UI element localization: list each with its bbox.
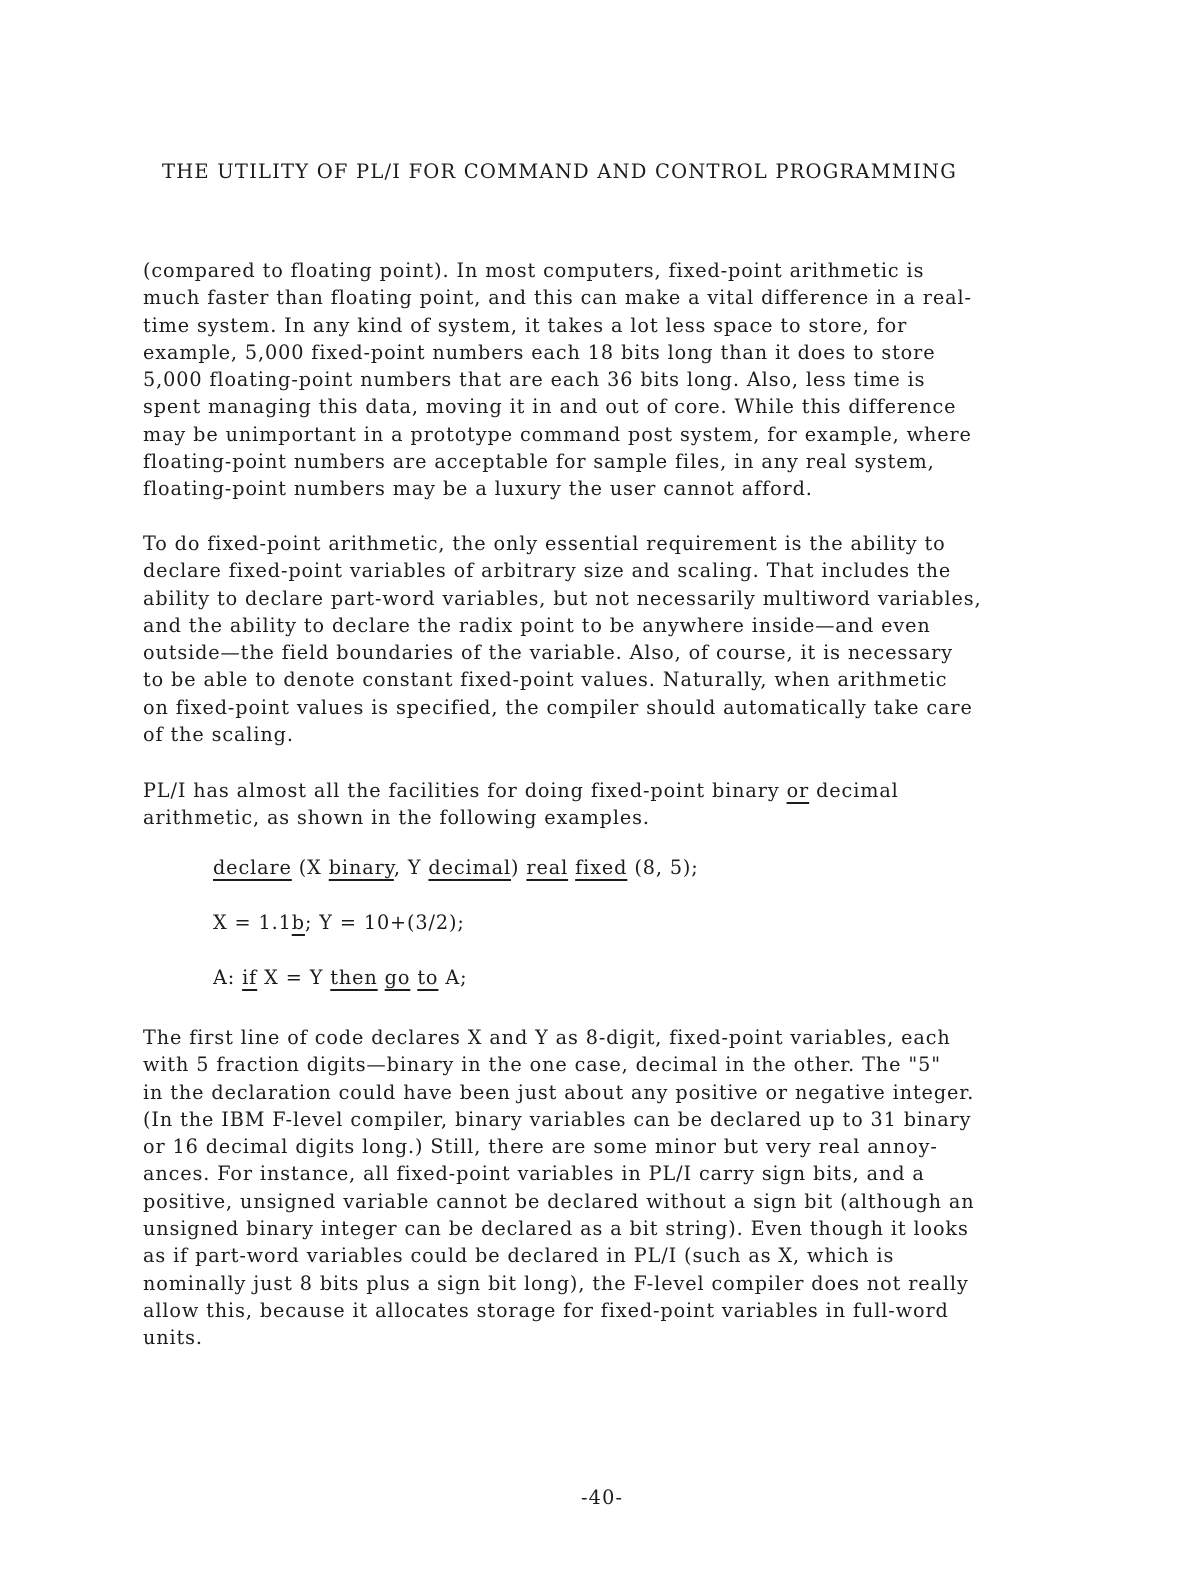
- keyword-binary-suffix: b: [291, 911, 305, 934]
- text-line: The first line of code declares X and Y as 8-digit, fixed-point variables, each: [143, 1026, 951, 1049]
- code-text: ): [511, 856, 527, 879]
- text-fragment: PL/I has almost all the facilities for doing fixed-point binary: [143, 779, 787, 802]
- keyword-if: if: [242, 966, 258, 989]
- text-line: units.: [143, 1326, 203, 1350]
- paragraph-code-explanation: [143, 1024, 975, 1352]
- text-line: arithmetic, as shown in the following examples.: [143, 806, 650, 830]
- code-text: (X: [291, 856, 329, 879]
- text-line: outside—the field boundaries of the variable. Also, of course, it is necessary: [143, 641, 953, 665]
- text-line: and the ability to declare the radix point to be anywhere inside—and even: [143, 613, 931, 637]
- text-line: allow this, because it allocates storage for fixed-point variables in full-word: [143, 1298, 949, 1322]
- text-line: (compared to floating point). In most computers, fixed-point arithmetic is: [143, 259, 925, 282]
- page-number: -40-: [581, 1486, 624, 1509]
- code-text: , Y: [393, 856, 429, 879]
- code-text: ; Y = 10+(3/2);: [304, 911, 465, 934]
- paragraph-fixed-point-speed: [143, 257, 972, 503]
- code-text: X = 1.1: [213, 911, 292, 934]
- text-line: as if part-word variables could be declared in PL/I (such as X, which is: [143, 1244, 895, 1268]
- underlined-keyword: or: [786, 779, 810, 802]
- code-text: (8, 5);: [627, 856, 699, 879]
- text-line: [143, 777, 899, 804]
- text-line: declare fixed-point variables of arbitrary size and scaling. That includes the: [143, 559, 952, 583]
- keyword-binary: binary: [328, 856, 394, 879]
- keyword-to: to: [417, 966, 439, 989]
- keyword-decimal: decimal: [428, 856, 512, 879]
- keyword-real: real: [526, 856, 569, 879]
- text-line: (In the IBM F-level compiler, binary variables can be declared up to 31 binary: [143, 1107, 972, 1131]
- text-line: to be able to denote constant fixed-point values. Naturally, when arithmetic: [143, 668, 948, 692]
- text-line: in the declaration could have been just about any positive or negative integer.: [143, 1080, 975, 1104]
- text-line: much faster than floating point, and this can make a vital difference in a real-: [143, 286, 972, 310]
- code-line-assignment: [213, 911, 465, 934]
- keyword-then: then: [330, 966, 378, 989]
- code-line-declare: [213, 856, 699, 879]
- text-line: with 5 fraction digits—binary in the one case, decimal in the other. The "5": [143, 1053, 941, 1077]
- text-line: positive, unsigned variable cannot be declared without a sign bit (although an: [143, 1189, 975, 1213]
- text-line: example, 5,000 fixed-point numbers each 18 bits long than it does to store: [143, 340, 936, 364]
- code-text: X = Y: [257, 966, 331, 989]
- keyword-fixed: fixed: [575, 856, 628, 879]
- code-text: A:: [213, 966, 243, 989]
- text-line: spent managing this data, moving it in and out of core. While this difference: [143, 395, 957, 419]
- text-line: may be unimportant in a prototype command post system, for example, where: [143, 422, 972, 446]
- text-line: on fixed-point values is specified, the compiler should automatically take care: [143, 695, 973, 719]
- code-text: [378, 966, 385, 989]
- text-line: nominally just 8 bits plus a sign bit long), the F-level compiler does not really: [143, 1271, 969, 1295]
- text-line: 5,000 floating-point numbers that are each 36 bits long. Also, less time is: [143, 368, 926, 392]
- text-line: unsigned binary integer can be declared as a bit string). Even though it looks: [143, 1217, 969, 1241]
- paragraph-fixed-point-requirements: [143, 530, 982, 748]
- text-line: floating-point numbers are acceptable for sample files, in any real system,: [143, 450, 935, 474]
- text-fragment: decimal: [809, 779, 899, 802]
- text-line: of the scaling.: [143, 723, 294, 747]
- keyword-go: go: [384, 966, 411, 989]
- text-line: or 16 decimal digits long.) Still, there are some minor but very real annoy-: [143, 1135, 938, 1159]
- text-line: floating-point numbers may be a luxury the user cannot afford.: [143, 477, 813, 501]
- code-line-conditional: [213, 966, 468, 989]
- text-line: ability to declare part-word variables, but not necessarily multiword variables,: [143, 586, 982, 610]
- text-line: time system. In any kind of system, it takes a lot less space to store, for: [143, 313, 908, 337]
- code-text: A;: [438, 966, 468, 989]
- paragraph-pli-facilities: [143, 777, 899, 832]
- keyword-declare: declare: [213, 856, 292, 879]
- text-line: ances. For instance, all fixed-point variables in PL/I carry sign bits, and a: [143, 1162, 925, 1186]
- text-line: To do fixed-point arithmetic, the only essential requirement is the ability to: [143, 532, 946, 555]
- running-header: THE UTILITY OF PL/I FOR COMMAND AND CONTROL PROGRAMMING: [162, 160, 957, 183]
